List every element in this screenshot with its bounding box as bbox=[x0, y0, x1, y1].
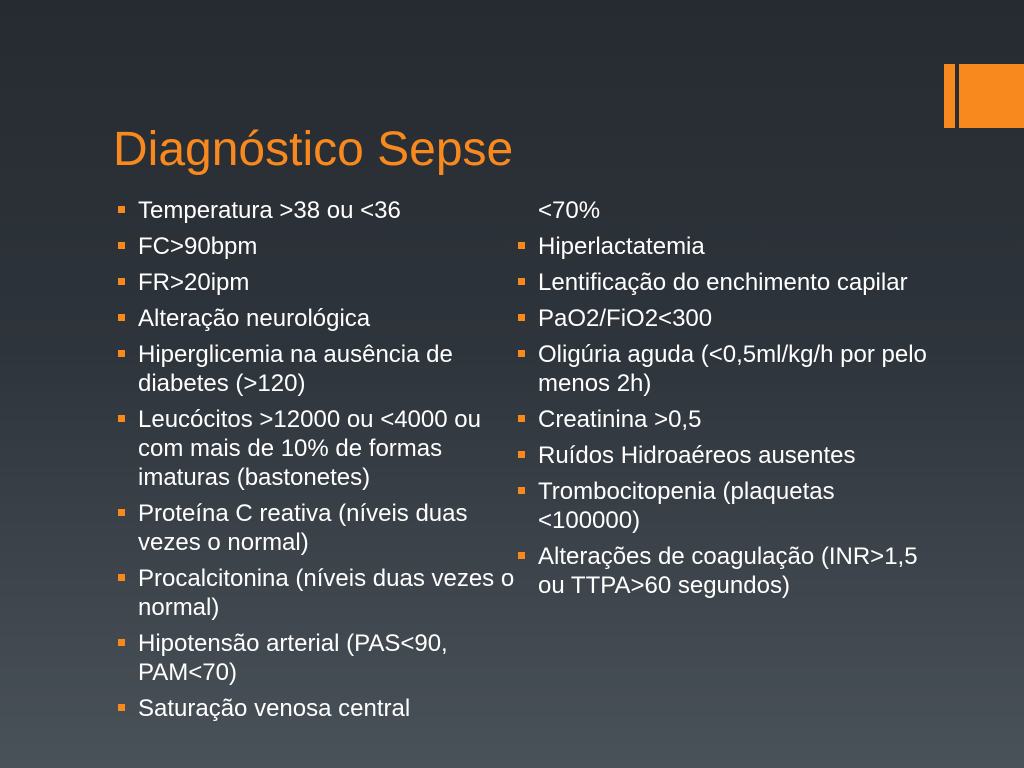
bullet-text: Oligúria aguda (<0,5ml/kg/h por pelo menos 2h) bbox=[538, 341, 927, 397]
square-bullet-icon bbox=[518, 415, 525, 422]
bullet-text: Hipotensão arterial (PAS<90, PAM<70) bbox=[138, 630, 448, 686]
square-bullet-icon bbox=[118, 639, 125, 646]
bullet-text: FR>20ipm bbox=[138, 269, 250, 296]
bullet-item bbox=[516, 441, 936, 470]
bullet-item bbox=[516, 405, 936, 434]
bullet-text: Lentificação do enchimento capilar bbox=[538, 269, 908, 296]
square-bullet-icon bbox=[118, 206, 125, 213]
bullet-item bbox=[516, 304, 936, 333]
square-bullet-icon bbox=[118, 314, 125, 321]
bullet-text: Ruídos Hidroaéreos ausentes bbox=[538, 442, 856, 469]
bullet-item bbox=[116, 232, 516, 261]
square-bullet-icon bbox=[518, 278, 525, 285]
bullet-text: Creatinina >0,5 bbox=[538, 406, 702, 433]
logo-wide-bar bbox=[959, 64, 1024, 128]
bullet-text: Hiperglicemia na ausência de diabetes (>120) bbox=[138, 341, 453, 397]
bullet-item bbox=[116, 268, 516, 297]
bullet-text: Saturação venosa central bbox=[138, 695, 411, 722]
square-bullet-icon bbox=[118, 415, 125, 422]
bullet-item bbox=[116, 405, 516, 492]
bullet-item bbox=[516, 542, 936, 600]
square-bullet-icon bbox=[518, 350, 525, 357]
bullet-item bbox=[516, 477, 936, 535]
bullet-text: Alteração neurológica bbox=[138, 305, 371, 332]
square-bullet-icon bbox=[518, 451, 525, 458]
bullet-item bbox=[516, 340, 936, 398]
square-bullet-icon bbox=[118, 350, 125, 357]
square-bullet-icon bbox=[518, 552, 525, 559]
bullet-text: Leucócitos >12000 ou <4000 ou com mais de 10% de formas imaturas (bastonetes) bbox=[138, 406, 481, 491]
square-bullet-icon bbox=[518, 314, 525, 321]
square-bullet-icon bbox=[118, 704, 125, 711]
bullet-item bbox=[116, 564, 516, 622]
right-bullet-list bbox=[516, 196, 936, 607]
bullet-text: Procalcitonina (níveis duas vezes o normal) bbox=[138, 565, 515, 621]
bullet-item bbox=[116, 499, 516, 557]
bullet-item bbox=[116, 340, 516, 398]
left-bullet-list bbox=[116, 196, 516, 730]
bullet-text: Hiperlactatemia bbox=[538, 233, 705, 260]
bullet-continuation-text: <70% bbox=[538, 197, 601, 224]
square-bullet-icon bbox=[118, 242, 125, 249]
bullet-item bbox=[516, 232, 936, 261]
bullet-item bbox=[116, 694, 516, 723]
logo-thin-bar bbox=[944, 64, 955, 128]
bullet-text: Temperatura >38 ou <36 bbox=[138, 197, 401, 224]
bullet-item bbox=[516, 268, 936, 297]
bullet-item bbox=[116, 196, 516, 225]
square-bullet-icon bbox=[118, 278, 125, 285]
bullet-text: Trombocitopenia (plaquetas <100000) bbox=[538, 478, 835, 534]
orange-bars-logo-icon bbox=[944, 64, 1024, 128]
slide-title: Diagnóstico Sepse bbox=[113, 123, 514, 176]
bullet-text: Proteína C reativa (níveis duas vezes o normal) bbox=[138, 500, 468, 556]
bullet-item bbox=[116, 304, 516, 333]
bullet-item bbox=[116, 629, 516, 687]
bullet-text: PaO2/FiO2<300 bbox=[538, 305, 713, 332]
bullet-text: Alterações de coagulação (INR>1,5 ou TTPA>60 segundos) bbox=[538, 543, 918, 599]
square-bullet-icon bbox=[118, 509, 125, 516]
square-bullet-icon bbox=[118, 574, 125, 581]
square-bullet-icon bbox=[518, 242, 525, 249]
bullet-text: FC>90bpm bbox=[138, 233, 258, 260]
square-bullet-icon bbox=[518, 487, 525, 494]
